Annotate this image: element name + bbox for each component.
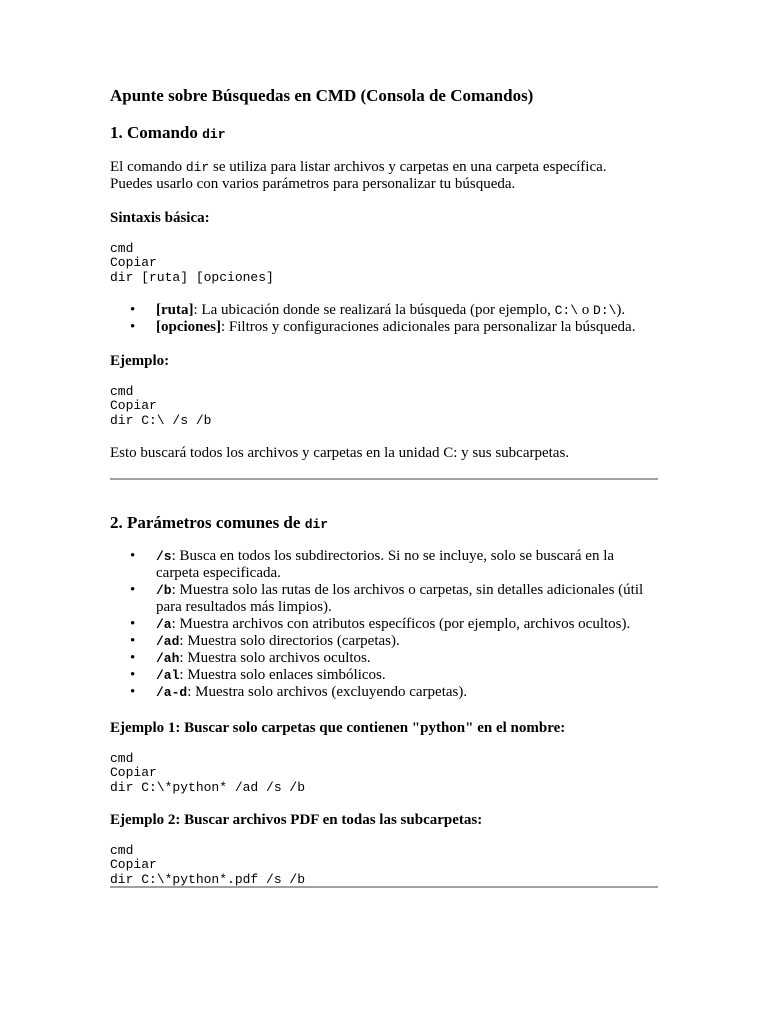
param-description: : Busca en todos los subdirectorios. Si no se incluye, solo se buscará en la carpeta especificada.: [156, 548, 615, 581]
param-code: /ad: [156, 634, 180, 649]
example-2-label: Ejemplo 2: Buscar archivos PDF en todas las subcarpetas:: [110, 812, 483, 828]
param-code: /ah: [156, 651, 180, 666]
bottom-divider: [110, 886, 658, 888]
intro-text-line-2: Puedes usarlo con varios parámetros para personalizar tu búsqueda.: [110, 176, 516, 192]
example-1-code-block: cmd Copiar dir C:\*python* /ad /s /b: [110, 751, 306, 795]
example-code-block: cmd Copiar dir C:\ /s /b: [110, 384, 212, 428]
param-code: /b: [156, 583, 172, 598]
ruta-term: [ruta]: [156, 302, 194, 318]
section-divider: [110, 478, 658, 480]
param-description: : Muestra solo directorios (carpetas).: [179, 633, 400, 649]
list-item-param-s: [110, 548, 658, 582]
intro-inline-code: dir: [185, 160, 210, 175]
param-description: : Muestra solo enlaces simbólicos.: [179, 667, 386, 683]
section-2-heading-text: 2. Parámetros comunes de: [110, 513, 305, 532]
example-2-code-block: cmd Copiar dir C:\*python*.pdf /s /b: [110, 843, 306, 887]
param-description: : Muestra solo archivos ocultos.: [179, 650, 371, 666]
list-item-param-a-d: [110, 684, 658, 701]
example-1-label: Ejemplo 1: Buscar solo carpetas que contienen "python" en el nombre:: [110, 720, 566, 736]
list-item-ruta: [110, 302, 658, 319]
list-item-param-a: [110, 616, 658, 633]
list-item-param-ad: [110, 633, 658, 650]
ruta-example-d: D:\: [593, 303, 617, 318]
section-1-heading-code: dir: [202, 127, 226, 142]
ruta-or: o: [578, 302, 594, 318]
param-description: : Muestra archivos con atributos específicos (por ejemplo, archivos ocultos).: [171, 616, 631, 632]
opciones-description: : Filtros y configuraciones adicionales para personalizar la búsqueda.: [221, 319, 636, 335]
param-code: /a-d: [156, 685, 188, 700]
param-code: /s: [156, 549, 172, 564]
ruta-end: ).: [616, 302, 626, 318]
opciones-term: [opciones]: [156, 319, 221, 335]
param-description: : Muestra solo las rutas de los archivos o carpetas, sin detalles adicionales (útil para resultados más limpios).: [156, 582, 644, 615]
section-2-heading: [110, 513, 328, 533]
section-1-heading: [110, 123, 226, 143]
syntax-label: Sintaxis básica:: [110, 210, 210, 226]
list-item-param-b: [110, 582, 658, 616]
section-2-heading-code: dir: [304, 517, 329, 532]
syntax-parameters-list: [110, 302, 658, 336]
param-code: /al: [156, 668, 180, 683]
list-item-opciones: [110, 319, 658, 336]
intro-text-start: El comando: [110, 159, 186, 175]
param-code: /a: [156, 617, 172, 632]
param-description: : Muestra solo archivos (excluyendo carpetas).: [187, 684, 468, 700]
example-note: Esto buscará todos los archivos y carpetas en la unidad C: y sus subcarpetas.: [110, 445, 570, 461]
page-title: Apunte sobre Búsquedas en CMD (Consola de Comandos): [110, 86, 534, 105]
ruta-example-c: C:\: [554, 303, 579, 318]
intro-text-end: se utiliza para listar archivos y carpetas en una carpeta específica.: [209, 159, 607, 175]
syntax-code-block: cmd Copiar dir [ruta] [opciones]: [110, 241, 274, 285]
parameters-list: [110, 548, 658, 701]
ruta-description: : La ubicación donde se realizará la búsqueda (por ejemplo,: [193, 302, 555, 318]
section-1-intro: [110, 159, 658, 193]
list-item-param-al: [110, 667, 658, 684]
example-label: Ejemplo:: [110, 353, 170, 369]
section-1-heading-text: 1. Comando: [110, 123, 203, 142]
list-item-param-ah: [110, 650, 658, 667]
